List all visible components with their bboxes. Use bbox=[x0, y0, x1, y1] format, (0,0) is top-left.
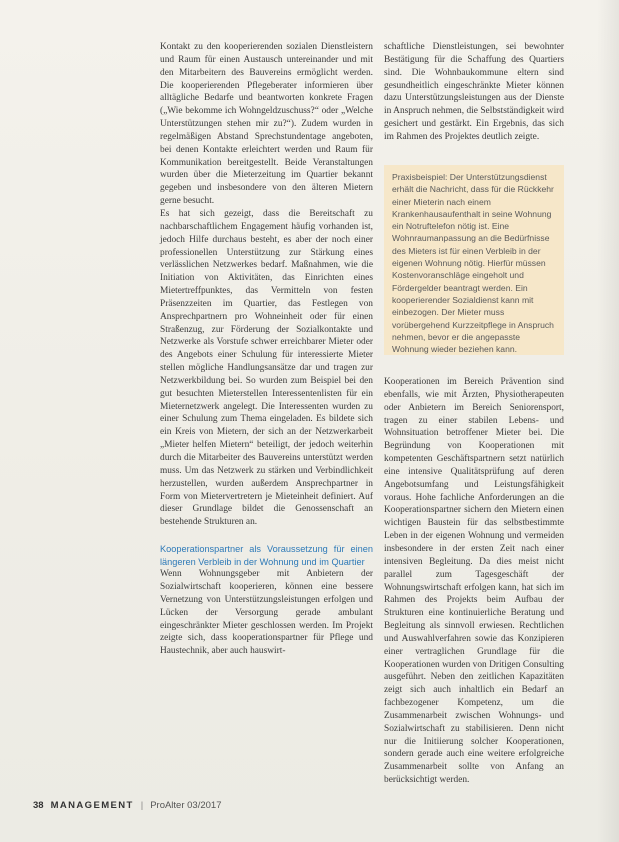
right-column-bottom bbox=[384, 376, 564, 787]
right-column-top bbox=[384, 41, 564, 144]
page-footer bbox=[33, 800, 221, 811]
footer-separator: | bbox=[140, 800, 144, 811]
page-edge-shadow bbox=[597, 0, 619, 842]
paragraph: Kontakt zu den kooperierenden sozialen Dienstleistern und Raum für einen Austausch untereinander und mit den Mitarbeitern des Bauvereins ermöglicht werden. Die kooperierenden Pflegeberater informieren über alltägliche Bedarfe und beantworten konkrete Fragen („Wie bekomme ich Wohngeldzuschuss?“ oder „Welche Unterstützungen stehen mir zu?“). Zudem wurden in regelmäßigen Abstand Sprechstundentage angeboten, bei denen Kontakte erleichtert werden und Raum für Kommunikation bereitgestellt. Beide Veranstaltungen wurden über die Mieterzeitung im Quartier bekannt gegeben und insbesondere von den älteren Mietern gerne besucht. bbox=[160, 42, 373, 207]
paragraph: Es hat sich gezeigt, dass die Bereitschaft zu nachbarschaftlichem Engagement häufig vorhanden ist, jedoch Hilfe durchaus besteht, es aber der noch einer professionellen Unterstützung zur Stärkung eines verlässlichen Netzwerkes bedarf. Maßnahmen, wie die Initiation von Aktivitäten, das Einrichten eines Mietertreffpunktes, das Vermitteln von festen Präsenzzeiten im Quartier, das Festlegen von Ansprechpartnern pro Wohneinheit oder für einen Straßenzug, zur Förderung der Sozialkontakte und Netzwerke als Vorstufe schwer erreichbarer Mieter oder des Angebots einer Schulung für interessierte Mieter stellen mögliche Handlungsansätze dar und tragen zur Netzwerkbildung bei. So wurden zum Beispiel bei den gut besuchten Mieterstellen Interessentenlisten für ein Mieternetzwerk angelegt. Die Interessenten wurden zu einer Schulung zum Thema eingeladen. Es bildete sich ein Kreis von Mietern, der sich an der Netzwerkarbeit „Mieter helfen Mietern“ beteiligt, der jedoch weiterhin durch die Mitarbeiter des Bauvereins unterstützt werden muss. Um das Netzwerk zu stärken und Verbindlichkeit herzustellen, wurden außerdem Ansprechpartner in Form von Mietervertretern je Mieteinheit definiert. Auf dieser Grundlage bildet die Genossenschaft an bestehende Strukturen an. bbox=[160, 208, 373, 528]
paragraph: schaftliche Dienstleistungen, sei bewohnter Bestätigung für die Schaffung des Quartiers sind. Die Wohnbaukommune eltern sind gesundheitlich eingeschränkte Mieter können dazu Unterstützungsleistungen aus der Dienste in Anspruch nehmen, die Selbstständigkeit wird gesichert und gestärkt. Ein Ergebnis, das sich im Rahmen des Projektes deutlich zeigte. bbox=[384, 42, 564, 142]
page-number: 38 bbox=[33, 800, 44, 811]
issue-label: ProAlter 03/2017 bbox=[150, 800, 222, 811]
section-name: MANAGEMENT bbox=[50, 800, 134, 811]
practice-example-box bbox=[384, 165, 564, 355]
callout-text: Praxisbeispiel: Der Unterstützungsdienst erhält die Nachricht, dass für die Rückkehr einer Mieterin nach einem Krankenhausaufenthalt in seine Wohnung ein Notruftelefon nötig ist. Eine Wohnraumanpassung an die Bedürfnisse des Mieters ist für einen Verbleib in der eigenen Wohnung nötig. Hierfür müssen Kostenvoranschläge eingeholt und Fördergelder beantragt werden. Ein kooperierender Sozialdienst kann mit einbezogen. Der Mieter muss vorübergehend Kurzzeitpflege in Anspruch nehmen, bevor er die angepasste Wohnung wieder beziehen kann. bbox=[392, 172, 554, 355]
left-column bbox=[160, 41, 373, 658]
paragraph: Wenn Wohnungsgeber mit Anbietern der Sozialwirtschaft kooperieren, können eine bessere Vernetzung von Unterstützungsleistungen erfolgen und Lücken der Versorgung gerade ambulant eingeschränkter Mieter geschlossen werden. Im Projekt zeigte sich, dass kooperationspartner für Pflege und Haustechnik, aber auch hauswirt- bbox=[160, 569, 373, 657]
section-subheading: Kooperationspartner als Voraussetzung für einen längeren Verbleib in der Wohnung und im Quartier bbox=[160, 544, 373, 567]
paragraph: Kooperationen im Bereich Prävention sind ebenfalls, wie mit Ärzten, Physiotherapeuten oder Anbietern im Bereich Seniorensport, tragen zu einer stabilen Lebens- und Wohnsituation betroffener Mieter bei. Die Begründung von Kooperationen mit kompetenten Geschäftspartnern setzt natürlich eine intensive Qualitätsprüfung auf deren Angebotsumfang und Leistungsfähigkeit voraus. Hohe fachliche Anforderungen an die Kooperationspartner sichern den Mietern einen wichtigen Baustein für das selbstbestimmte Leben in der eigenen Wohnung und vermeiden insbesondere in der ersten Zeit nach einer intensiven Begleitung. Da dies meist nicht parallel zum Tagesgeschäft der Wohnungswirtschaft erfolgen kann, hat sich im Rahmen des Projekts beim Aufbau der Strukturen eine kontinuierliche Beratung und Begleitung als sinnvoll erwiesen. Rechtlichen und Auswahlverfahren sowie das Konzipieren einer vertraglichen Grundlage für die Kooperationen wurden von Dritigen Consulting ausgeführt. Neben den zeitlichen Kapazitäten zeigt sich auch inhaltlich ein Bedarf an fachbezogener Kompetenz, um die Zusammenarbeit zwischen Wohnungs- und Sozialwirtschaft zu stabilisieren. Denn nicht nur die Initiierung solcher Kooperationen, sondern gerade auch eine weitere erfolgreiche Zusammenarbeit sollte von Anfang an berücksichtigt werden. bbox=[384, 377, 564, 786]
